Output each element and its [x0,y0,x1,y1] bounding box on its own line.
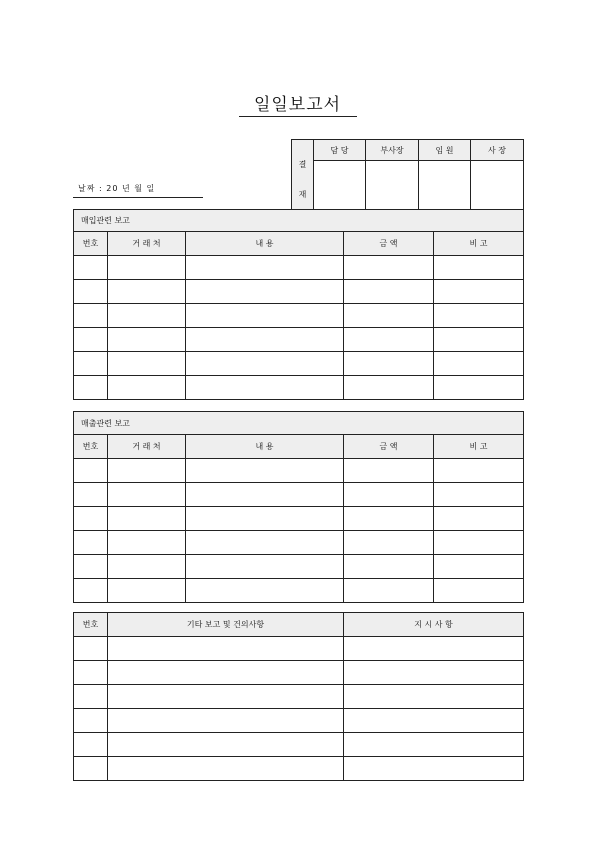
table-cell[interactable] [434,328,524,352]
table-cell[interactable] [108,376,186,400]
table-cell[interactable] [434,507,524,531]
other-report-table [73,612,524,781]
header-content: 내 용 [186,435,344,459]
table-cell[interactable] [74,459,108,483]
approval-col-sajang: 사 장 [471,140,524,161]
table-cell[interactable] [434,579,524,603]
approval-sign-cell[interactable] [314,161,366,211]
approval-col-imwon: 임 원 [419,140,471,161]
sales-report-table [73,411,524,603]
table-cell[interactable] [344,483,434,507]
table-row [74,507,524,531]
table-cell[interactable] [108,507,186,531]
table-row [74,637,524,661]
table-cell[interactable] [74,280,108,304]
table-cell[interactable] [74,256,108,280]
table-cell[interactable] [108,256,186,280]
table-cell[interactable] [108,733,344,757]
table-row [74,757,524,781]
header-number: 번호 [74,232,108,256]
table-row [74,709,524,733]
header-number: 번호 [74,613,108,637]
table-cell[interactable] [344,304,434,328]
table-cell[interactable] [344,685,524,709]
table-row [74,256,524,280]
table-cell[interactable] [186,531,344,555]
table-row [74,352,524,376]
table-cell[interactable] [344,733,524,757]
purchase-report-table [73,209,524,400]
header-amount: 금 액 [344,232,434,256]
table-cell[interactable] [186,280,344,304]
table-cell[interactable] [186,328,344,352]
table-cell[interactable] [434,459,524,483]
table-cell[interactable] [74,757,108,781]
table-cell[interactable] [344,637,524,661]
table-cell[interactable] [74,709,108,733]
table-row [74,459,524,483]
table-cell[interactable] [434,555,524,579]
table-row [74,555,524,579]
table-cell[interactable] [344,661,524,685]
table-row [74,376,524,400]
table-cell[interactable] [108,352,186,376]
table-cell[interactable] [344,280,434,304]
header-other-suggestions: 기타 보고 및 건의사항 [108,613,344,637]
sales-section-title: 매출관련 보고 [74,412,524,435]
table-cell[interactable] [344,376,434,400]
table-cell[interactable] [186,352,344,376]
approval-side-top: 결 [298,160,307,169]
table-cell[interactable] [108,304,186,328]
table-cell[interactable] [186,459,344,483]
table-cell[interactable] [344,507,434,531]
approval-box [291,139,524,211]
header-client: 거 래 처 [108,435,186,459]
table-cell[interactable] [434,304,524,328]
approval-sign-cell[interactable] [366,161,419,211]
table-cell[interactable] [108,709,344,733]
table-cell[interactable] [434,531,524,555]
table-cell[interactable] [186,555,344,579]
table-cell[interactable] [108,531,186,555]
table-row [74,579,524,603]
date-label: 날짜 : 20 년 월 일 [78,184,156,193]
approval-side-bottom: 재 [298,190,307,199]
table-cell[interactable] [186,304,344,328]
table-cell[interactable] [186,256,344,280]
header-client: 거 래 처 [108,232,186,256]
table-cell[interactable] [74,531,108,555]
table-cell[interactable] [108,637,344,661]
header-note: 비 고 [434,232,524,256]
table-cell[interactable] [108,757,344,781]
approval-sign-cell[interactable] [471,161,524,211]
table-cell[interactable] [344,459,434,483]
table-cell[interactable] [108,579,186,603]
table-cell[interactable] [74,637,108,661]
table-row [74,733,524,757]
table-cell[interactable] [344,352,434,376]
table-row [74,685,524,709]
table-row [74,531,524,555]
purchase-section-title: 매입관련 보고 [74,210,524,232]
table-cell[interactable] [434,483,524,507]
table-cell[interactable] [344,709,524,733]
table-cell[interactable] [108,459,186,483]
approval-col-damdang: 담 당 [314,140,366,161]
header-number: 번호 [74,435,108,459]
table-cell[interactable] [344,555,434,579]
table-cell[interactable] [108,685,344,709]
approval-col-busajang: 부사장 [366,140,419,161]
table-cell[interactable] [434,376,524,400]
table-row [74,328,524,352]
table-cell[interactable] [108,483,186,507]
table-cell[interactable] [186,579,344,603]
approval-sign-cell[interactable] [419,161,471,211]
table-cell[interactable] [186,507,344,531]
table-cell[interactable] [108,328,186,352]
table-cell[interactable] [434,256,524,280]
table-cell[interactable] [74,661,108,685]
table-row [74,280,524,304]
table-cell[interactable] [74,352,108,376]
header-note: 비 고 [434,435,524,459]
table-cell[interactable] [344,328,434,352]
title-underline [239,116,357,117]
table-cell[interactable] [186,376,344,400]
table-cell[interactable] [74,579,108,603]
table-cell[interactable] [344,579,434,603]
table-cell[interactable] [344,757,524,781]
header-content: 내 용 [186,232,344,256]
table-row [74,483,524,507]
table-cell[interactable] [74,376,108,400]
table-cell[interactable] [74,328,108,352]
table-cell[interactable] [74,304,108,328]
table-cell[interactable] [108,661,344,685]
table-cell[interactable] [344,256,434,280]
table-cell[interactable] [344,531,434,555]
table-cell[interactable] [74,733,108,757]
table-cell[interactable] [186,483,344,507]
table-cell[interactable] [74,555,108,579]
table-row [74,661,524,685]
table-cell[interactable] [74,483,108,507]
document-title: 일일보고서 [253,95,342,115]
date-underline [73,197,203,198]
table-cell[interactable] [74,507,108,531]
table-cell[interactable] [434,280,524,304]
table-row [74,304,524,328]
header-instructions: 지 시 사 항 [344,613,524,637]
table-cell[interactable] [108,280,186,304]
approval-side-label [292,140,314,211]
header-amount: 금 액 [344,435,434,459]
table-cell[interactable] [74,685,108,709]
table-cell[interactable] [434,352,524,376]
table-cell[interactable] [108,555,186,579]
